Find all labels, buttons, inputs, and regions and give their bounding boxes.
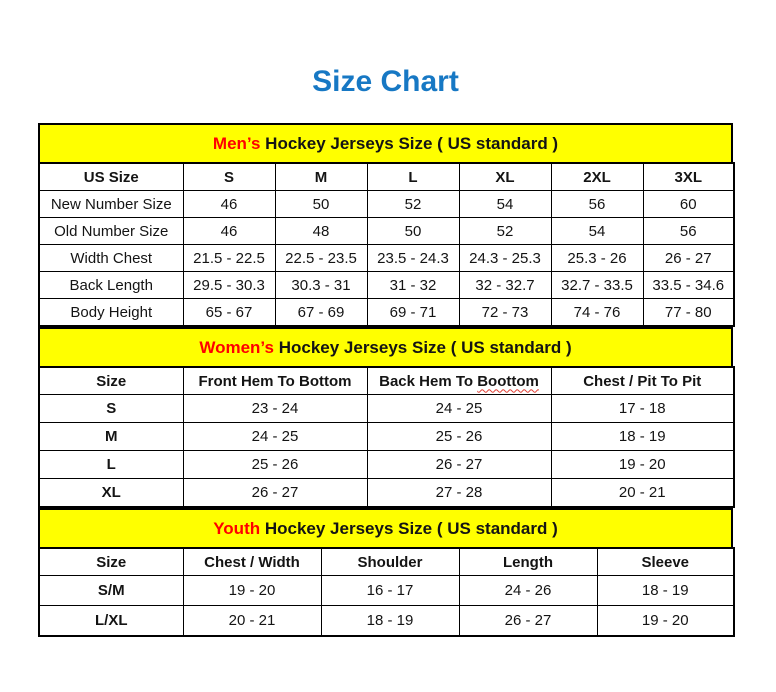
youth-banner xyxy=(38,508,733,547)
table-cell: 50 xyxy=(275,191,367,218)
header-row xyxy=(39,163,734,191)
table-cell: 29.5 - 30.3 xyxy=(183,272,275,299)
table-cell: 48 xyxy=(275,218,367,245)
table-cell: 31 - 32 xyxy=(367,272,459,299)
table-row xyxy=(39,451,734,479)
section-youth xyxy=(38,508,733,637)
table-cell: 32 - 32.7 xyxy=(459,272,551,299)
table-row xyxy=(39,395,734,423)
table-cell: 24 - 26 xyxy=(459,576,597,606)
table-cell: 26 - 27 xyxy=(367,451,551,479)
row-label: S xyxy=(39,395,183,423)
table-row xyxy=(39,299,734,327)
column-header: Sleeve xyxy=(597,548,734,576)
table-row xyxy=(39,606,734,637)
table-cell: 16 - 17 xyxy=(321,576,459,606)
column-header: XL xyxy=(459,163,551,191)
table-cell: 24 - 25 xyxy=(367,395,551,423)
table-cell: 33.5 - 34.6 xyxy=(643,272,734,299)
page-title: Size Chart xyxy=(312,65,459,98)
column-header: Shoulder xyxy=(321,548,459,576)
column-header: 3XL xyxy=(643,163,734,191)
table-row xyxy=(39,191,734,218)
table-cell: 32.7 - 33.5 xyxy=(551,272,643,299)
youth-size-table xyxy=(38,547,735,637)
column-header: 2XL xyxy=(551,163,643,191)
table-row xyxy=(39,245,734,272)
column-header: S xyxy=(183,163,275,191)
header-row xyxy=(39,367,734,395)
row-label: Back Length xyxy=(39,272,183,299)
table-cell: 26 - 27 xyxy=(183,479,367,508)
row-label: M xyxy=(39,423,183,451)
column-header: Size xyxy=(39,367,183,395)
row-label: Width Chest xyxy=(39,245,183,272)
table-cell: 21.5 - 22.5 xyxy=(183,245,275,272)
column-header: L xyxy=(367,163,459,191)
row-label: L/XL xyxy=(39,606,183,637)
table-cell: 18 - 19 xyxy=(551,423,734,451)
table-cell: 22.5 - 23.5 xyxy=(275,245,367,272)
table-cell: 19 - 20 xyxy=(183,576,321,606)
table-cell: 60 xyxy=(643,191,734,218)
header-row xyxy=(39,548,734,576)
column-header-misspelled-word: Boottom xyxy=(477,372,539,390)
table-cell: 18 - 19 xyxy=(597,576,734,606)
section-mens xyxy=(38,123,733,327)
column-header: Size xyxy=(39,548,183,576)
table-cell: 30.3 - 31 xyxy=(275,272,367,299)
column-header: Chest / Pit To Pit xyxy=(551,367,734,395)
table-cell: 69 - 71 xyxy=(367,299,459,327)
column-header-text: Back Hem To xyxy=(379,372,478,390)
table-cell: 24.3 - 25.3 xyxy=(459,245,551,272)
table-cell: 52 xyxy=(367,191,459,218)
table-cell: 19 - 20 xyxy=(597,606,734,637)
table-cell: 26 - 27 xyxy=(459,606,597,637)
table-cell: 27 - 28 xyxy=(367,479,551,508)
youth-banner-highlight: Youth xyxy=(213,518,261,538)
table-cell: 77 - 80 xyxy=(643,299,734,327)
womens-size-table xyxy=(38,366,735,508)
table-cell: 25 - 26 xyxy=(183,451,367,479)
section-womens xyxy=(38,327,733,508)
mens-banner xyxy=(38,123,733,162)
table-cell: 50 xyxy=(367,218,459,245)
table-cell: 20 - 21 xyxy=(551,479,734,508)
table-cell: 25.3 - 26 xyxy=(551,245,643,272)
table-cell: 54 xyxy=(459,191,551,218)
table-cell: 20 - 21 xyxy=(183,606,321,637)
table-cell: 72 - 73 xyxy=(459,299,551,327)
table-row xyxy=(39,479,734,508)
table-cell: 23 - 24 xyxy=(183,395,367,423)
table-cell: 67 - 69 xyxy=(275,299,367,327)
row-label: New Number Size xyxy=(39,191,183,218)
table-cell: 24 - 25 xyxy=(183,423,367,451)
youth-banner-label: Hockey Jerseys Size ( US standard ) xyxy=(260,518,558,538)
row-label: L xyxy=(39,451,183,479)
table-cell: 56 xyxy=(551,191,643,218)
column-header: Chest / Width xyxy=(183,548,321,576)
mens-banner-label: Hockey Jerseys Size ( US standard ) xyxy=(260,133,559,153)
table-cell: 23.5 - 24.3 xyxy=(367,245,459,272)
womens-banner-highlight: Women’s xyxy=(199,337,274,357)
table-cell: 54 xyxy=(551,218,643,245)
table-cell: 26 - 27 xyxy=(643,245,734,272)
column-header xyxy=(367,367,551,395)
row-label: XL xyxy=(39,479,183,508)
row-label: Old Number Size xyxy=(39,218,183,245)
table-cell: 46 xyxy=(183,218,275,245)
column-header: M xyxy=(275,163,367,191)
womens-banner-label: Hockey Jerseys Size ( US standard ) xyxy=(273,337,572,357)
table-cell: 17 - 18 xyxy=(551,395,734,423)
table-cell: 65 - 67 xyxy=(183,299,275,327)
table-cell: 25 - 26 xyxy=(367,423,551,451)
mens-size-table xyxy=(38,162,735,327)
womens-banner xyxy=(38,327,733,366)
mens-banner-highlight: Men’s xyxy=(212,133,261,153)
table-row xyxy=(39,576,734,606)
row-label: S/M xyxy=(39,576,183,606)
row-label: Body Height xyxy=(39,299,183,327)
table-cell: 18 - 19 xyxy=(321,606,459,637)
column-header: Front Hem To Bottom xyxy=(183,367,367,395)
table-row xyxy=(39,423,734,451)
table-cell: 19 - 20 xyxy=(551,451,734,479)
table-cell: 52 xyxy=(459,218,551,245)
column-header: Length xyxy=(459,548,597,576)
table-cell: 56 xyxy=(643,218,734,245)
column-header: US Size xyxy=(39,163,183,191)
table-row xyxy=(39,272,734,299)
table-cell: 74 - 76 xyxy=(551,299,643,327)
table-row xyxy=(39,218,734,245)
table-cell: 46 xyxy=(183,191,275,218)
size-chart xyxy=(38,123,733,637)
